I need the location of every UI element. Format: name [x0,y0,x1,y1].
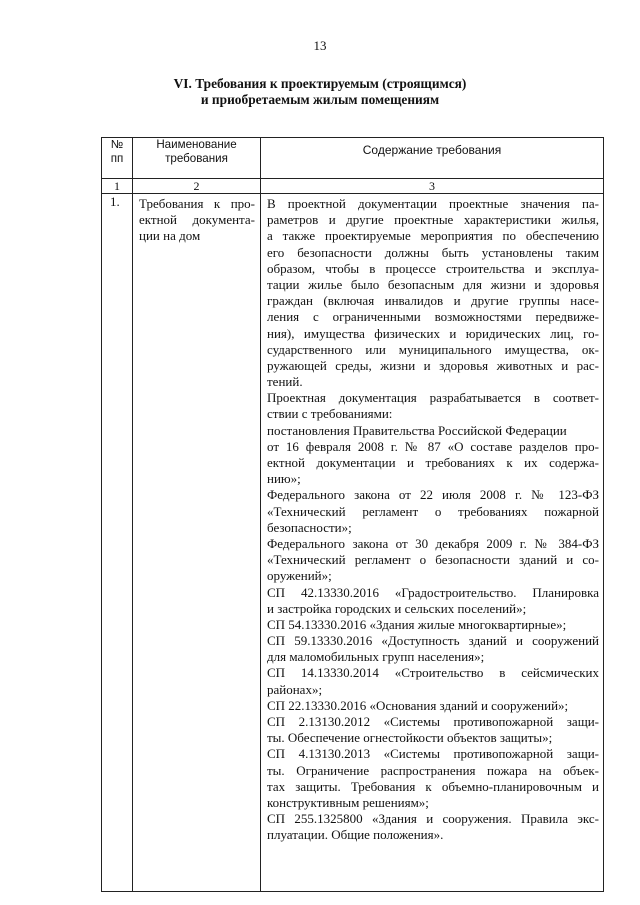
row-number: 1. [102,194,133,892]
requirements-table [101,137,604,892]
table-header-row [102,138,604,179]
requirement-content-line: а также проектируемые мероприятия по обеспечению [267,228,599,244]
requirement-content-line: от 16 февраля 2008 г. № 87 «О составе разделов про- [267,438,599,454]
requirement-content-line: ствии с требованиями: [267,406,393,422]
requirement-content-line: тах защиты. Требования к объемно-планировочным и [267,778,599,794]
requirement-content-line: СП 2.13130.2012 «Системы противопожарной защи- [267,714,599,729]
requirement-content-line: его безопасности должны быть установлены таким [267,244,599,260]
requirement-content [261,194,604,892]
requirement-content-line: СП 255.1325800 «Здания и сооружения. Правила экс- [267,811,599,827]
column-number-2: 2 [133,179,261,194]
requirement-content-line: ления с ограниченными возможностями передвиже- [267,309,599,325]
requirement-name-line: ектной документа- [139,212,255,228]
requirement-content-line: Федерального закона от 22 июля 2008 г. № 123-ФЗ [267,487,599,503]
requirement-name [133,194,261,892]
requirement-content-line: нию»; [267,471,301,487]
column-number-1: 1 [102,179,133,194]
requirement-content-line: ектной документации и требованиях к их содержа- [267,455,599,470]
requirement-content-line: ты. Обеспечение огнестойкости объектов защиты»; [267,730,553,746]
section-heading-line-2: и приобретаемым жилым помещениям [200,92,440,107]
requirement-content-line: Проектная документация разрабатывается в соответ- [267,390,599,406]
requirement-content-line: раметров и другие проектные характеристики жилья, [267,212,599,228]
requirement-content-line: В проектной документации проектные значения па- [267,196,599,211]
requirement-content-line: тений. [267,374,303,390]
requirement-content-line: ты. Ограничение распространения пожара на объек- [267,762,599,778]
header-number-line-2: пп [110,152,124,165]
requirement-content-line: граждан (включая инвалидов и другие группы насе- [267,293,599,309]
header-name-line-2: требования [165,152,228,165]
header-name-cell [133,138,261,179]
requirement-content-line: конструктивным решениям»; [267,794,429,810]
section-heading-line-1: VI. Требования к проектируемым (строящимся) [173,76,467,91]
requirement-content-line: тации жилье было безопасным для жизни и здоровья [267,276,599,292]
requirement-content-line: СП 59.13330.2016 «Доступность зданий и сооружений [267,633,599,649]
requirement-name-line: Требования к про- [139,196,255,211]
requirement-content-line: ружающей среды, жизни и здоровья животных и рас- [267,357,599,373]
requirement-content-line: Федерального закона от 30 декабря 2009 г. № 384-ФЗ [267,535,599,551]
section-heading [0,76,640,108]
requirement-content-line: и застройка городских и сельских поселений»; [267,600,527,616]
requirement-content-line: СП 14.13330.2014 «Строительство в сейсмических [267,665,599,681]
requirement-content-line: плуатации. Общие положения». [267,827,444,843]
header-number-line-1: № [110,138,124,151]
header-name-line-1: Наименование [156,138,237,151]
page-number: 13 [313,38,327,53]
requirement-name-line: ции на дом [139,228,201,244]
requirement-content-line: ния), имущества физических и юридических лиц, го- [267,325,599,341]
header-content-cell: Содержание требования [261,138,604,179]
requirement-content-line: СП 22.13330.2016 «Основания зданий и сооружений»; [267,697,569,713]
requirement-content-line: районах»; [267,681,323,697]
requirement-content-line: «Технический регламент о требованиях пожарной [267,503,599,519]
column-number-row [102,179,604,194]
requirement-content-line: СП 42.13330.2016 «Градостроительство. Планировка [267,584,599,600]
requirement-content-line: постановления Правительства Российской Федерации [267,422,567,438]
requirement-content-line: оружений»; [267,568,332,584]
column-number-3: 3 [261,179,604,194]
requirement-content-line: СП 54.13330.2016 «Здания жилые многоквартирные»; [267,616,567,632]
requirement-content-line: образом, чтобы в процессе строительства и эксплуа- [267,260,599,276]
requirement-content-line: «Технический регламент о безопасности зданий и со- [267,552,599,568]
requirement-content-line: сударственного или муниципального имущества, ок- [267,341,599,357]
header-number-cell [102,138,133,179]
requirement-content-line: безопасности»; [267,519,352,535]
requirement-content-line: СП 4.13130.2013 «Системы противопожарной защи- [267,746,599,762]
table-row [102,194,604,892]
requirement-content-line: для маломобильных групп населения»; [267,649,485,665]
